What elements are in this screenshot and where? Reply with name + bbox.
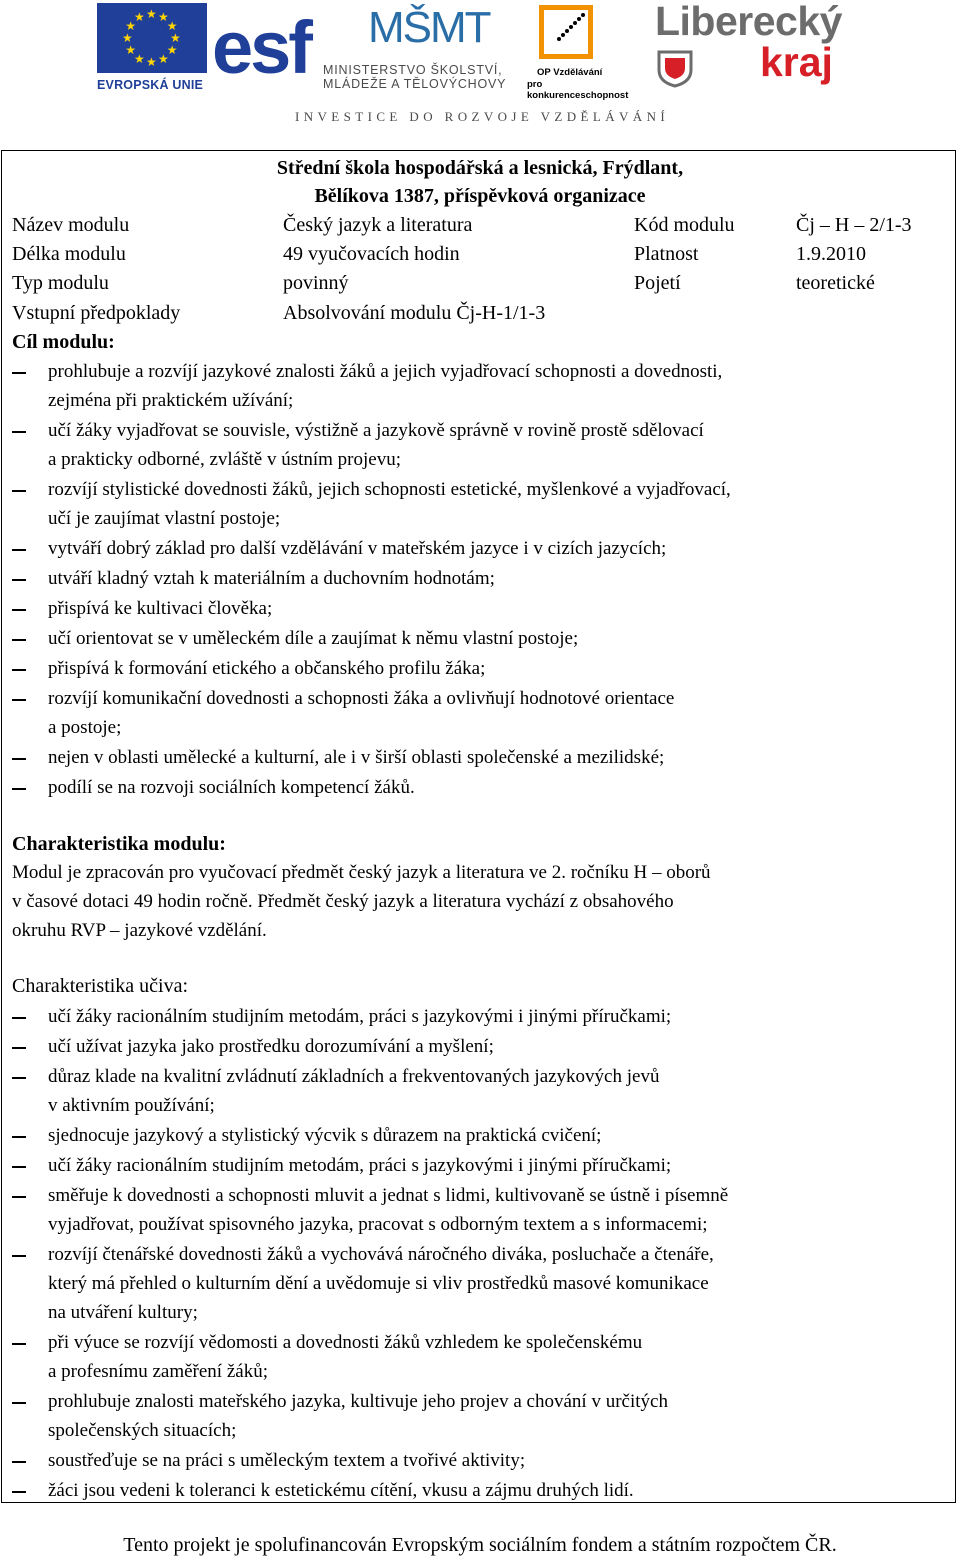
list-item-text: učí užívat jazyka jako prostředku dorozumívání a myšlení; (48, 1036, 494, 1057)
op-logo (525, 3, 635, 101)
list-item-text: přispívá ke kultivaci člověka; (48, 598, 273, 619)
list-item-text: přispívá k formování etického a občanského profilu žáka; (48, 658, 486, 679)
dash-bullet-icon (12, 1017, 26, 1019)
list-item-text: rozvíjí komunikační dovednosti a schopnosti žáka a ovlivňují hodnotové orientace (48, 688, 675, 709)
eu-star-icon: ★ (125, 19, 136, 33)
footer-note: Tento projekt je spolufinancován Evropským sociálním fondem a státním rozpočtem ČR. (123, 1534, 837, 1556)
lk-line2: kraj (760, 39, 833, 85)
tagline: INVESTICE DO ROZVOJE VZDĚLÁVÁNÍ (295, 109, 670, 124)
eu-star-icon: ★ (170, 31, 181, 45)
module-name-label: Název modulu (12, 214, 130, 236)
dash-bullet-icon (12, 1491, 26, 1493)
list-item-text: učí žáky racionálním studijním metodám, práci s jazykovými i jinými příručkami; (48, 1155, 672, 1176)
module-type-label: Typ modulu (12, 272, 109, 294)
list-item-text: učí žáky racionálním studijním metodám, práci s jazykovými i jinými příručkami; (48, 1006, 672, 1027)
list-item-text: učí je zaujímat vlastní postoje; (48, 508, 281, 529)
dash-bullet-icon (12, 1077, 26, 1079)
dash-bullet-icon (12, 1047, 26, 1049)
lk-line1: Liberecký (655, 0, 842, 44)
list-item-text: a postoje; (48, 717, 122, 738)
dash-bullet-icon (12, 788, 26, 790)
dash-bullet-icon (12, 1136, 26, 1138)
list-item-text: rozvíjí stylistické dovednosti žáků, jejich schopnosti estetické, myšlenkové a vyjadřovací, (48, 479, 731, 500)
eu-star-icon: ★ (166, 43, 178, 57)
list-item-text: a prakticky odborné, zvláště v ústním projevu; (48, 449, 401, 470)
eu-star-icon: ★ (158, 10, 169, 25)
list-item-text: společenských situacích; (48, 1420, 237, 1441)
dash-bullet-icon (12, 699, 26, 701)
dash-bullet-icon (12, 431, 26, 433)
prerequisites-value: Absolvování modulu Čj-H-1/1-3 (283, 302, 546, 324)
list-item-text: podílí se na rozvoji sociálních kompetencí žáků. (48, 777, 415, 798)
eu-star-icon: ★ (146, 7, 157, 21)
dash-bullet-icon (12, 490, 26, 492)
eu-star-icon: ★ (134, 10, 145, 25)
list-item-text: učí orientovat se v uměleckém díle a zaujímat k němu vlastní postoje; (48, 628, 579, 649)
list-item-text: utváří kladný vztah k materiálním a duchovním hodnotám; (48, 568, 495, 589)
dash-bullet-icon (12, 1402, 26, 1404)
lk-emblem-icon (655, 48, 695, 88)
eu-star-icon: ★ (158, 51, 169, 66)
dash-bullet-icon (12, 579, 26, 581)
liberecky-kraj-logo (655, 0, 860, 92)
op-line2: pro konkurenceschopnost (527, 79, 629, 101)
dash-bullet-icon (12, 372, 26, 374)
op-dots-icon (555, 13, 585, 45)
module-code-value: Čj – H – 2/1-3 (796, 214, 912, 236)
msmt-name-line2: MLÁDEŽE A TĚLOVÝCHOVY (323, 77, 507, 91)
list-item-text: v aktivním používání; (48, 1095, 215, 1116)
dash-bullet-icon (12, 669, 26, 671)
dash-bullet-icon (12, 549, 26, 551)
dash-bullet-icon (12, 1255, 26, 1257)
list-item-text: zejména při praktickém užívání; (48, 390, 294, 411)
eu-logo (97, 3, 207, 95)
list-item-text: soustřeďuje se na práci s uměleckým textem a tvořivé aktivity; (48, 1450, 526, 1471)
eu-star-icon: ★ (166, 19, 178, 33)
module-length-label: Délka modulu (12, 243, 126, 265)
prerequisites-label: Vstupní předpoklady (12, 302, 181, 324)
msmt-mark: MŠMT (368, 3, 490, 52)
eu-label: EVROPSKÁ UNIE (97, 78, 204, 92)
esf-logo (212, 3, 312, 95)
list-item-text: prohlubuje a rozvíjí jazykové znalosti žáků a jejich vyjadřovací schopnosti a dovednosti, (48, 361, 723, 382)
esf-mark: esf (212, 6, 310, 89)
list-item-text: nejen v oblasti umělecké a kulturní, ale i v širší oblasti společenské a mezilidské; (48, 747, 665, 768)
module-code-label: Kód modulu (634, 214, 735, 236)
school-name: Střední škola hospodářská a lesnická, Frýdlant, (276, 157, 684, 179)
dash-bullet-icon (12, 1196, 26, 1198)
list-item-text: při výuce se rozvíjí vědomosti a dovednosti žáků vzhledem ke společenskému (48, 1332, 643, 1353)
characteristic-line: okruhu RVP – jazykové vzdělání. (12, 920, 267, 941)
list-item-text: vyjadřovat, používat spisovného jazyka, pracovat s odborným textem a s informacemi; (48, 1214, 708, 1235)
dash-bullet-icon (12, 639, 26, 641)
list-item-text: který má přehled o kulturním dění a uvědomuje si vliv prostředků masové komunikace (48, 1273, 709, 1294)
list-item-text: směřuje k dovednosti a schopnosti mluvit a jednat s lidmi, kultivovaně se ústně i písemně (48, 1185, 729, 1206)
list-item-text: prohlubuje znalosti mateřského jazyka, kultivuje jeho projev a chování v určitých (48, 1391, 668, 1412)
eu-star-icon: ★ (125, 43, 136, 57)
validity-label: Platnost (634, 243, 699, 265)
dash-bullet-icon (12, 1343, 26, 1345)
eu-star-icon: ★ (134, 51, 145, 66)
characteristic-line: v časové dotaci 49 hodin ročně. Předmět český jazyk a literatura vychází z obsahového (12, 891, 674, 912)
dash-bullet-icon (12, 1166, 26, 1168)
msmt-logo (323, 3, 508, 95)
validity-value: 1.9.2010 (796, 243, 866, 265)
list-item-text: učí žáky vyjadřovat se souvisle, výstižně a jazykově správně v rovině prostě sdělovací (48, 420, 704, 441)
characteristic-line: Modul je zpracován pro vyučovací předmět český jazyk a literatura ve 2. ročníku H – oborů (12, 862, 711, 883)
curriculum-heading: Charakteristika učiva: (12, 975, 189, 997)
list-item-text: žáci jsou vedeni k toleranci k estetickému cítění, vkusu a zájmu druhých lidí. (48, 1480, 634, 1501)
dash-bullet-icon (12, 758, 26, 760)
list-item-text: vytváří dobrý základ pro další vzdělávání v mateřském jazyce i v cizích jazycích; (48, 538, 667, 559)
concept-label: Pojetí (634, 272, 681, 294)
module-name-value: Český jazyk a literatura (283, 214, 473, 236)
list-item-text: důraz klade na kvalitní zvládnutí základních a frekventovaných jazykových jevů (48, 1066, 660, 1087)
logo-strip (0, 0, 960, 130)
list-item-text: rozvíjí čtenářské dovednosti žáků a vychovává náročného diváka, posluchače a čtenáře, (48, 1244, 714, 1265)
eu-star-icon: ★ (122, 31, 133, 45)
msmt-name-line1: MINISTERSTVO ŠKOLSTVÍ, (323, 63, 503, 77)
list-item-text: a profesnímu zaměření žáků; (48, 1361, 268, 1382)
list-item-text: sjednocuje jazykový a stylistický výcvik s důrazem na praktická cvičení; (48, 1125, 602, 1146)
list-item-text: na utváření kultury; (48, 1302, 198, 1323)
dash-bullet-icon (12, 1461, 26, 1463)
school-address: Bělíkova 1387, příspěvková organizace (314, 185, 646, 207)
concept-value: teoretické (796, 272, 875, 294)
op-line1: OP Vzdělávání (537, 67, 603, 78)
eu-star-icon: ★ (146, 55, 157, 69)
characteristic-heading: Charakteristika modulu: (12, 833, 226, 855)
module-length-value: 49 vyučovacích hodin (283, 243, 460, 265)
dash-bullet-icon (12, 609, 26, 611)
module-type-value: povinný (283, 272, 349, 294)
eu-flag (97, 3, 207, 73)
goal-heading: Cíl modulu: (12, 331, 115, 353)
